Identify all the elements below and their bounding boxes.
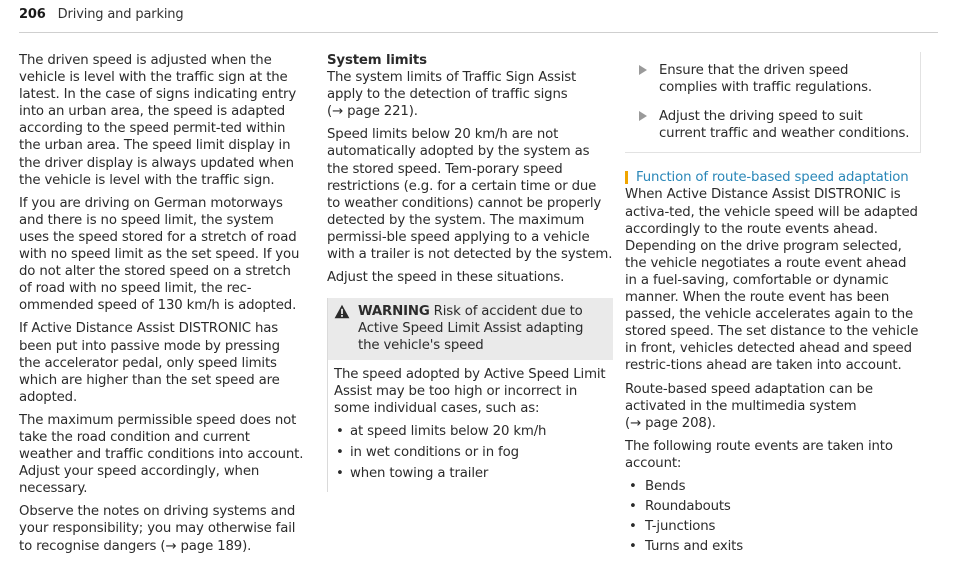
paragraph-end: ).	[706, 415, 716, 431]
paragraph-text: Observe the notes on driving systems and your responsibility; you may otherwise fail to recognise dangers (	[19, 504, 296, 554]
column-3	[625, 52, 921, 558]
list-item-text: Bends	[645, 478, 686, 494]
instruction-arrow-icon	[639, 65, 647, 75]
warning-box	[327, 298, 613, 492]
page-header	[19, 6, 184, 23]
section-heading	[625, 169, 921, 186]
paragraph	[19, 503, 305, 554]
list-item-text: T-junctions	[645, 519, 716, 535]
list-item-text: at speed limits below 20 km/h	[350, 423, 547, 439]
warning-list	[334, 423, 613, 482]
instruction-arrow-icon	[639, 111, 647, 121]
column-2	[327, 52, 613, 492]
instruction-box	[625, 52, 921, 153]
warning-body	[328, 360, 613, 493]
paragraph: The driven speed is adjusted when the vehicle is level with the traffic sign at the latest. In the case of signs indicating entry into an urban area, the speed is adapted according to the speed permit-ted within the urban area. The speed limit display in the driver display is always updated when the vehicle is level with the traffic sign.	[19, 53, 297, 188]
paragraph-end: ).	[408, 104, 418, 120]
warning-header	[328, 298, 613, 359]
warning-heading	[358, 303, 607, 354]
paragraph: Adjust the speed in these situations.	[327, 270, 565, 286]
list-item: • at speed limits below 20 km/h	[336, 423, 547, 439]
list-item: • when towing a trailer	[336, 465, 489, 481]
instruction-text: Adjust the driving speed to suit current traffic and weather conditions.	[659, 109, 910, 142]
paragraph: If you are driving on German motorways and there is no speed limit, the system uses the speed stored for a stretch of road with no speed limit as the set speed. If you do not alter the stored speed on a stretch of road with no speed limit, the rec-ommended speed of 130 km/h is adopted.	[19, 195, 300, 314]
paragraph	[625, 381, 921, 432]
page-reference-link[interactable]: → page 221	[332, 104, 409, 120]
list-item: • Turns and exits	[629, 539, 743, 555]
instruction-item	[625, 108, 910, 142]
paragraph	[327, 69, 613, 120]
route-events-list	[625, 478, 921, 555]
paragraph: The following route events are taken into account:	[625, 438, 893, 471]
list-item: • T-junctions	[629, 519, 716, 535]
section-title: Function of route-based speed adaptation	[636, 170, 909, 186]
section-marker	[625, 171, 628, 184]
list-item-text: Roundabouts	[645, 499, 731, 515]
instruction-item	[625, 62, 910, 96]
warning-label: WARNING	[358, 304, 430, 320]
list-item: • in wet conditions or in fog	[336, 444, 519, 460]
list-item: • Roundabouts	[629, 499, 731, 515]
paragraph-text: Route-based speed adaptation can be activated in the multimedia system (	[625, 381, 873, 431]
list-item: • Bends	[629, 478, 686, 494]
paragraph: Speed limits below 20 km/h are not automatically adopted by the system as the stored speed. Tem-porary speed restrictions (e.g. for a certain time or due to weather conditions) cannot be properly detected by the system. The maximum permissi-ble speed applying to a vehicle with a trailer is not detected by the system.	[327, 127, 613, 263]
paragraph: The maximum permissible speed does not take the road condition and current weather and traffic conditions into account. Adjust your speed accordingly, when necessary.	[19, 412, 304, 497]
page-reference-link[interactable]: → page 208	[630, 415, 707, 431]
instruction-text: Ensure that the driven speed complies with traffic regulations.	[659, 63, 873, 96]
warning-title: Risk of accident due to Active Speed Limit Assist adapting the vehicle's speed	[358, 304, 584, 354]
list-item-text: in wet conditions or in fog	[350, 444, 519, 460]
paragraph-end: ).	[242, 538, 252, 554]
paragraph: If Active Distance Assist DISTRONIC has been put into passive mode by pressing the accelerator pedal, only speed limits which are higher than the set speed are adopted.	[19, 321, 280, 405]
system-limits-heading: System limits	[327, 53, 427, 68]
page-number: 206	[19, 7, 46, 22]
list-item-text: when towing a trailer	[350, 465, 489, 481]
warning-triangle-icon	[334, 304, 350, 319]
page-reference-link[interactable]: → page 189	[165, 538, 243, 554]
paragraph-text: The system limits of Traffic Sign Assist apply to the detection of traffic signs (	[327, 70, 577, 120]
column-1	[19, 52, 305, 561]
warning-text: The speed adopted by Active Speed Limit Assist may be too high or incorrect in some individual cases, such as:	[334, 366, 606, 416]
paragraph: When Active Distance Assist DISTRONIC is activa-ted, the vehicle speed will be adapted accordingly to the route events ahead. Depending on the drive program selected, the vehicle negotiates a route event ahead in a fuel-saving, comfortable or dynamic manner. When the route event has been passed, the vehicle accelerates again to the stored speed. The set distance to the vehicle in front, vehicles detected ahead and speed restric-tions ahead are taken into account.	[625, 187, 919, 374]
header-divider	[19, 32, 938, 33]
section-name: Driving and parking	[57, 7, 184, 22]
list-item-text: Turns and exits	[645, 539, 743, 555]
